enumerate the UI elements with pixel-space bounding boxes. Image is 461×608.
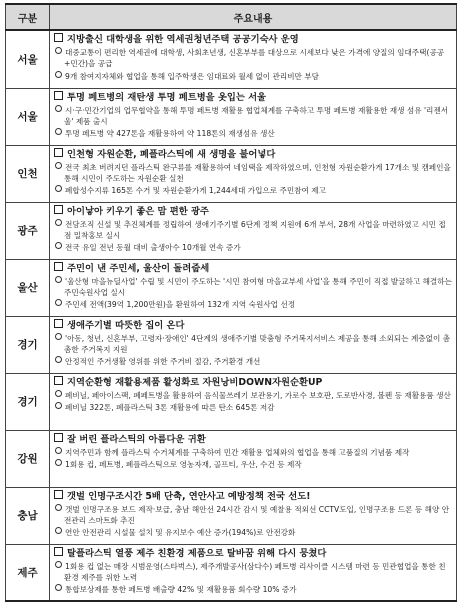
table-row [6, 373, 457, 430]
region-cell: 경기 [6, 316, 50, 373]
bullet-item [54, 447, 452, 458]
bullet-item [54, 162, 452, 185]
region-cell: 제주 [6, 544, 50, 601]
item-title [54, 33, 452, 46]
region-cell: 인천 [6, 145, 50, 202]
checkbox-square-icon [54, 205, 63, 214]
bullet-text: 1회용 컵 없는 매장 시범운영(스타벅스), 제주개발공사(삼다수) 페트병 리사이클 시스템 마련 등 민관협업을 통한 친환경 제주를 위한 노력 [64, 561, 446, 582]
content-cell [50, 544, 457, 601]
bullet-text: 주민세 전액(39억 1,200만원)을 환원하여 132개 지역 숙원사업 선정 [65, 300, 296, 310]
bullet-item [54, 527, 452, 538]
content-cell [50, 487, 457, 544]
circle-bullet-icon [55, 459, 62, 466]
checkbox-square-icon [54, 33, 63, 42]
content-cell [50, 88, 457, 145]
checkbox-square-icon [54, 148, 63, 157]
circle-bullet-icon [55, 504, 62, 511]
checkbox-square-icon [54, 319, 63, 328]
circle-bullet-icon [55, 447, 62, 454]
content-cell [50, 202, 457, 259]
bullet-text: 대중교통이 편리한 역세권에 대학생, 사회초년생, 신혼부부를 대상으로 시세보다 낮은 가격에 양질의 임대주택(공공+민간)을 공급 [64, 48, 445, 69]
bullet-item [54, 390, 452, 401]
item-title-text: 탈플라스틱 열풍 제주 친환경 제품으로 탈바꿈 위해 다시 뭉쳤다 [67, 547, 327, 559]
bullet-item [54, 276, 452, 299]
item-title [54, 148, 452, 161]
table-row [6, 430, 457, 487]
bullet-item [54, 185, 452, 196]
bullet-item [54, 47, 452, 70]
item-title [54, 376, 452, 389]
bullet-text: 폐비닐, 페아이스팩, 폐페트병을 활용하여 음식물쓰레기 보관용기, 가로수 보호판, 도로반사경, 볼펜 등 재활용품 생산 [65, 390, 451, 400]
bullet-text: 폐비닐 322톤, 폐플라스틱 3톤 재활용에 따른 탄소 645톤 저감 [65, 402, 275, 412]
table-row [6, 259, 457, 316]
item-title [54, 490, 452, 503]
checkbox-square-icon [54, 376, 63, 385]
bullet-text: 갯벌 인명구조용 보드 제작·보급, 충남 해안선 24시간 감시 및 예찰용 적외선 CCTV도입, 인명구조용 드론 등 해양 안전관리 스마트화 추진 [64, 504, 450, 525]
item-title [54, 433, 452, 446]
circle-bullet-icon [55, 185, 62, 192]
table-row [6, 316, 457, 373]
circle-bullet-icon [55, 527, 62, 534]
region-cell: 울산 [6, 259, 50, 316]
policy-table-container [5, 3, 456, 602]
bullet-text: 1회용 컵, 페트병, 폐플라스틱으로 영농자재, 골프티, 우산, 수건 등 제작 [65, 459, 302, 469]
item-title [54, 205, 452, 218]
circle-bullet-icon [55, 356, 62, 363]
table-row [6, 88, 457, 145]
bullet-item [54, 333, 452, 356]
circle-bullet-icon [55, 162, 62, 169]
bullet-item [54, 128, 452, 139]
circle-bullet-icon [55, 402, 62, 409]
bullet-text: '아동, 청년, 신혼부부, 고령자·장애인' 4단계의 생애주기별 맞춤형 주거복지서비스 제공을 통해 소외되는 계층없이 촘촘한 주거복지 지원 [64, 333, 451, 354]
region-cell: 충남 [6, 487, 50, 544]
policy-table [5, 3, 457, 602]
circle-bullet-icon [55, 390, 62, 397]
item-title-text: 갯벌 인명구조시간 5배 단축, 연안사고 예방정책 전국 선도! [67, 490, 311, 502]
circle-bullet-icon [55, 276, 62, 283]
header-content: 주요내용 [50, 4, 457, 30]
table-row [6, 145, 457, 202]
item-title [54, 262, 452, 275]
item-title-text: 지방출신 대학생을 위한 역세권청년주택 공공기숙사 운영 [67, 34, 299, 45]
bullet-item [54, 242, 452, 253]
checkbox-square-icon [54, 490, 63, 499]
bullet-text: 안정적인 주거생활 영위를 위한 주거비 절감, 주거환경 개선 [65, 357, 261, 367]
region-cell: 광주 [6, 202, 50, 259]
item-title-text: 투명 페트병의 재탄생 투명 페트병을 옷입는 서울 [67, 91, 267, 103]
header-region: 구분 [6, 4, 50, 30]
circle-bullet-icon [55, 105, 62, 112]
item-title-text: 잘 버린 플라스틱의 아름다운 귀환 [67, 433, 206, 445]
content-cell [50, 145, 457, 202]
table-row [6, 30, 457, 88]
region-cell: 서울 [6, 30, 50, 88]
bullet-text: 연안 안전관리 시설물 설치 및 유지보수 예산 증가(194%)로 안전강화 [65, 528, 296, 538]
content-cell [50, 259, 457, 316]
bullet-item [54, 299, 452, 310]
content-cell [50, 30, 457, 88]
checkbox-square-icon [54, 547, 63, 556]
item-title-text: 아이낳아 키우기 좋은 맘 편한 광주 [67, 205, 209, 217]
circle-bullet-icon [55, 584, 62, 591]
region-cell: 경기 [6, 373, 50, 430]
bullet-text: 폐합성수지류 165톤 수거 및 자원순환가게 1,244세대 가입으로 주민참여 제고 [65, 186, 326, 196]
bullet-item [54, 219, 452, 242]
bullet-item [54, 105, 452, 128]
circle-bullet-icon [55, 47, 62, 54]
circle-bullet-icon [55, 333, 62, 340]
bullet-text: 시·구·민간기업의 업무협약을 통해 투명 페트병 재활용 협업체계를 구축하고 투명 페트병 재활용한 재생 섬유 '리젠서울' 제품 출시 [64, 105, 449, 126]
table-row [6, 487, 457, 544]
circle-bullet-icon [55, 71, 62, 78]
bullet-item [54, 71, 452, 82]
region-cell: 서울 [6, 88, 50, 145]
content-cell [50, 373, 457, 430]
bullet-item [54, 402, 452, 413]
circle-bullet-icon [55, 299, 62, 306]
region-cell: 강원 [6, 430, 50, 487]
checkbox-square-icon [54, 433, 63, 442]
circle-bullet-icon [55, 219, 62, 226]
checkbox-square-icon [54, 262, 63, 271]
item-title-text: 인천형 자원순환, 폐플라스틱에 새 생명을 불어넣다 [67, 148, 276, 160]
bullet-text: 9개 참여지자체와 협업을 통해 입주학생은 임대료와 월세 없이 관리비만 부담 [65, 71, 319, 81]
circle-bullet-icon [55, 242, 62, 249]
bullet-item [54, 504, 452, 527]
item-title [54, 319, 452, 332]
bullet-text: 전국 유일 전년 동월 대비 출생아수 10개월 연속 증가 [65, 243, 241, 253]
bullet-text: 통합보상제를 통한 페트병 배출량 42% 및 재활용품 회수량 10% 증가 [65, 585, 297, 595]
bullet-item [54, 356, 452, 367]
table-row [6, 202, 457, 259]
bullet-text: 투명 페트병 약 427톤을 재활용하여 약 118톤의 재생섬유 생산 [65, 129, 275, 139]
bullet-item [54, 584, 452, 595]
checkbox-square-icon [54, 91, 63, 100]
item-title-text: 주민이 낸 주민세, 울산이 돌려줍세 [67, 262, 210, 274]
circle-bullet-icon [55, 128, 62, 135]
item-title [54, 547, 452, 560]
bullet-text: 전담조직 신설 및 추진체계를 정립하여 생애기주기별 6단계 정책 지원에 6개 부서, 28개 사업을 마련하였고 시민 접점 밀착홍보 실시 [64, 219, 446, 240]
bullet-text: 전국 최초 버려지던 플라스틱 완구류를 재활용하여 네임택을 제작하였으며, 인천형 자원순환가게 17개소 및 캠페인을 통해 시민이 주도하는 자원순환 실천 [64, 162, 451, 183]
content-cell [50, 316, 457, 373]
table-row [6, 544, 457, 601]
circle-bullet-icon [55, 561, 62, 568]
content-cell [50, 430, 457, 487]
table-header-row [6, 4, 457, 30]
bullet-item [54, 561, 452, 584]
bullet-text: 지역주민과 함께 플라스틱 수거체계를 구축하여 민간 재활용 업체와의 협업을 통해 고품질의 기념품 제작 [65, 447, 410, 457]
item-title-text: 생애주기별 따뜻한 집이 온다 [67, 319, 185, 331]
item-title-text: 지역순환형 재활용제품 활성화로 자원낭비DOWN자원순환UP [67, 376, 323, 388]
bullet-item [54, 459, 452, 470]
item-title [54, 91, 452, 104]
bullet-text: '울산형 마을뉴딜사업' 수립 및 시민이 주도하는 '시민 참여형 마을교부세 사업'을 통해 주민이 직접 발굴하고 해결하는 주민숙원사업 실시 [64, 276, 452, 297]
